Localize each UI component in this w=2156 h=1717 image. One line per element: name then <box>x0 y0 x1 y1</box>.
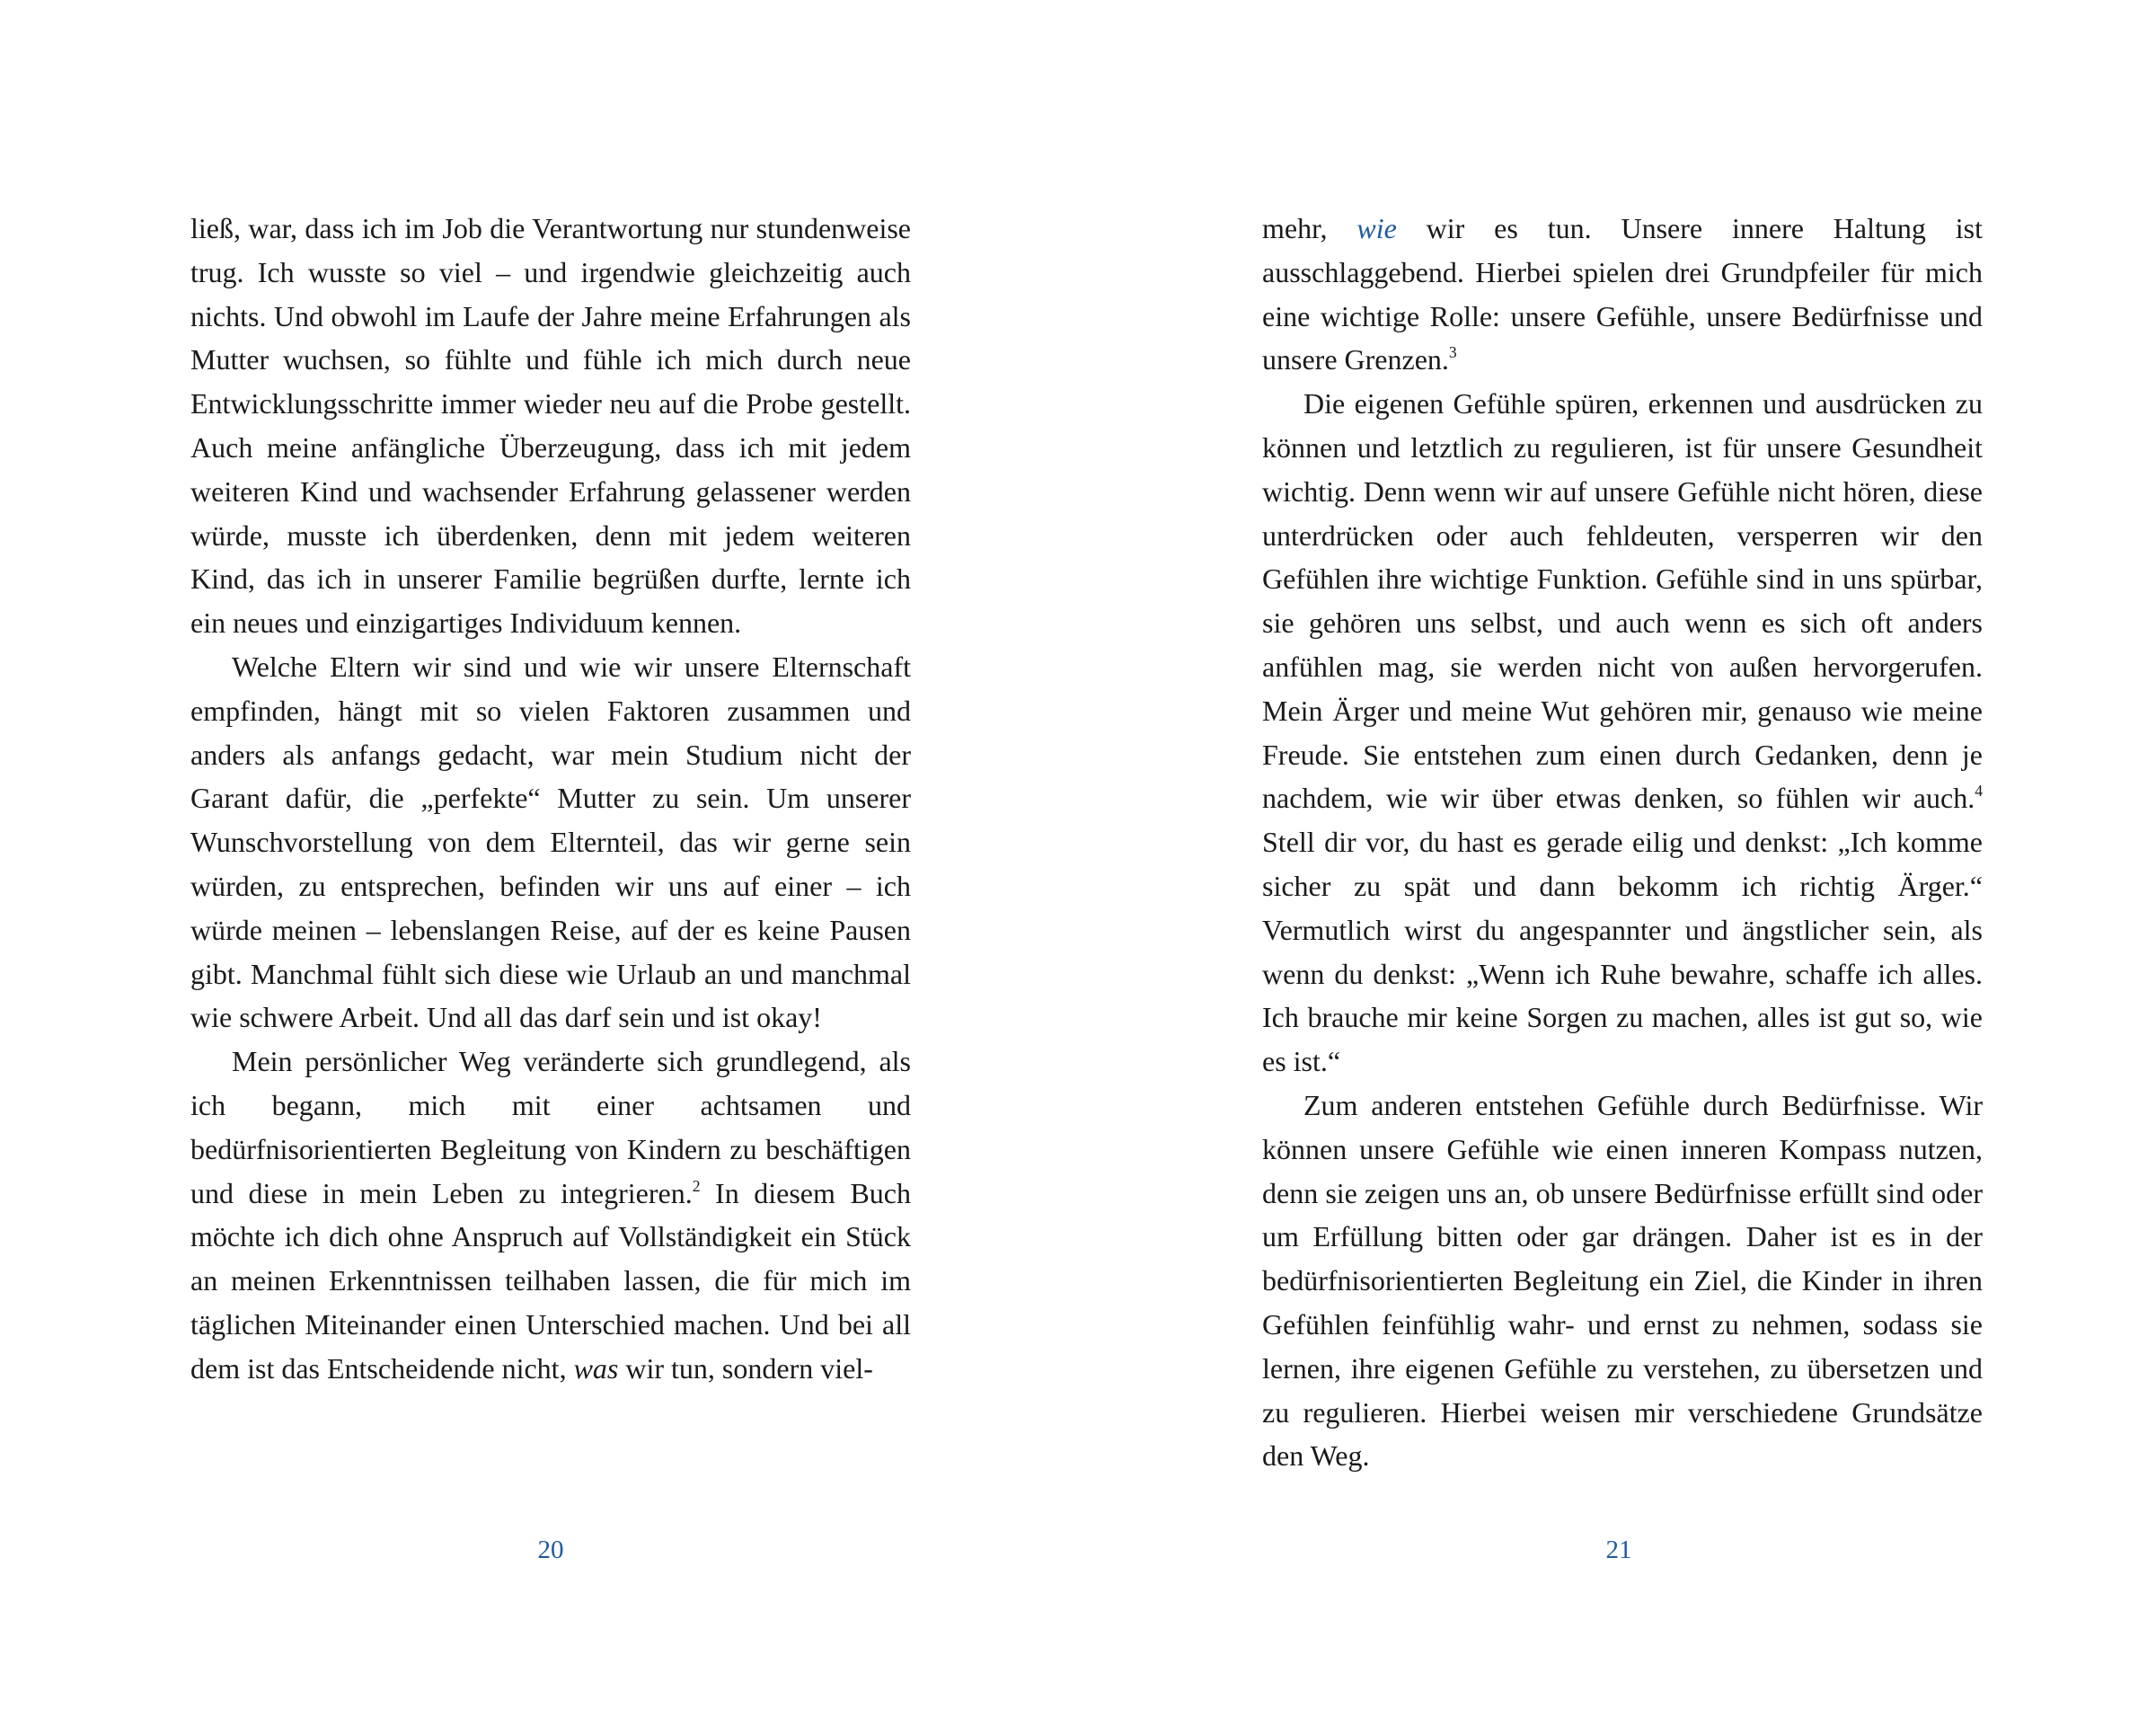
right-paragraph-3 <box>1262 1084 1983 1478</box>
text-segment: wir es tun. Unsere innere Haltung ist ausschlaggebend. Hierbei spielen drei Grundpfeiler für mich eine wichtige Rolle: unsere Gefühle, unsere Bedürfnisse und unsere Grenzen. <box>1262 212 1984 376</box>
text-segment: Die eigenen Gefühle spüren, erkennen und ausdrücken zu können und letztlich zu regulieren, ist für unsere Gesundheit wichtig. Denn wenn wir auf unsere Gefühle nicht hören, diese unterdrücken oder auch fehldeuten, versperren wir den Gefühlen ihre wichtige Funktion. Gefühle sind in uns spürbar, sie gehören uns selbst, und auch wenn es sich oft anders anfühlen mag, sie werden nicht von außen hervorgerufen. Mein Ärger und meine Wut gehören mir, genauso wie meine Freude. Sie entstehen zum einen durch Gedanken, denn je nachdem, wie wir über etwas denken, so fühlen wir auch. <box>1262 387 1983 815</box>
right-paragraph-1 <box>1262 207 1983 382</box>
emphasis-wie: wie <box>1356 212 1397 244</box>
left-page-text <box>190 207 911 1391</box>
footnote-marker: 4 <box>1975 782 1983 801</box>
text-segment: In diesem Buch möchte ich dich ohne Anspruch auf Vollständigkeit ein Stück an meinen Erkenntnissen teilhaben lassen, die für mich im täglichen Miteinander einen Unterschied machen. Und bei all dem ist das Entscheidende nicht, <box>190 1176 912 1385</box>
page-number-left: 20 <box>537 1536 564 1564</box>
text-segment: Welche Eltern wir sind und wie wir unsere Elternschaft empfinden, hängt mit so vielen Faktoren zusammen und anders als anfangs gedacht, war mein Studium nicht der Garant dafür, die „perfekte“ Mutter zu sein. Um unserer Wunschvorstellung von dem Elternteil, das wir gerne sein würden, zu entsprechen, befinden wir uns auf einer – ich würde meinen – lebenslangen Reise, auf der es keine Pausen gibt. Manchmal fühlt sich diese wie Urlaub an und manchmal wie schwere Arbeit. Und all das darf sein und ist okay! <box>190 650 911 1034</box>
text-segment: Mein persönlicher Weg veränderte sich grundlegend, als ich begann, mich mit einer achtsamen und bedürfnisorientierten Begleitung von Kindern zu beschäftigen und diese in mein Leben zu integrieren. <box>190 1045 911 1209</box>
text-segment: wir tun, sondern viel- <box>618 1351 873 1385</box>
footnote-marker: 2 <box>692 1176 701 1195</box>
right-paragraph-2 <box>1262 382 1983 1084</box>
left-paragraph-3 <box>190 1040 911 1390</box>
left-paragraph-1 <box>190 207 911 645</box>
left-page <box>190 207 911 1391</box>
text-segment: ließ, war, dass ich im Job die Verantwortung nur stundenweise trug. Ich wusste so viel – und irgendwie gleichzeitig auch nichts. Und obwohl im Laufe der Jahre meine Erfahrungen als Mutter wuchsen, so fühlte und fühle ich mich durch neue Entwicklungsschritte immer wieder neu auf die Probe gestellt. Auch meine anfängliche Überzeugung, dass ich mit jedem weiteren Kind und wachsender Erfahrung gelassener werden würde, musste ich überdenken, denn mit jedem weiteren Kind, das ich in unserer Familie begrüßen durfte, lernte ich ein neues und einzigartiges Individuum kennen. <box>190 212 911 640</box>
text-segment: Zum anderen entstehen Gefühle durch Bedürfnisse. Wir können unsere Gefühle wie einen inneren Kompass nutzen, denn sie zeigen uns an, ob unsere Bedürfnisse erfüllt sind oder um Erfüllung bitten oder gar drängen. Daher ist es in der bedürfnisorientierten Begleitung ein Ziel, die Kinder in ihren Gefühlen feinfühlig wahr- und ernst zu nehmen, sodass sie lernen, ihre eigenen Gefühle zu verstehen, zu übersetzen und zu regulieren. Hierbei weisen mir verschiedene Grundsätze den Weg. <box>1262 1088 1983 1473</box>
text-segment: mehr, <box>1262 212 1357 244</box>
right-page <box>1262 207 1983 1478</box>
page-number-right: 21 <box>1605 1536 1632 1564</box>
footnote-marker: 3 <box>1448 343 1457 362</box>
text-segment: Stell dir vor, du hast es gerade eilig und denkst: „Ich komme sicher zu spät und dann bekomm ich richtig Ärger.“ Vermutlich wirst du angespannter und ängstlicher sein, als wenn du denkst: „Wenn ich Ruhe bewahre, schaffe ich alles. Ich brauche mir keine Sorgen zu machen, alles ist gut so, wie es ist.“ <box>1262 826 1983 1078</box>
right-page-text <box>1262 207 1983 1478</box>
left-paragraph-2 <box>190 645 911 1040</box>
emphasis-was: was <box>573 1351 619 1385</box>
